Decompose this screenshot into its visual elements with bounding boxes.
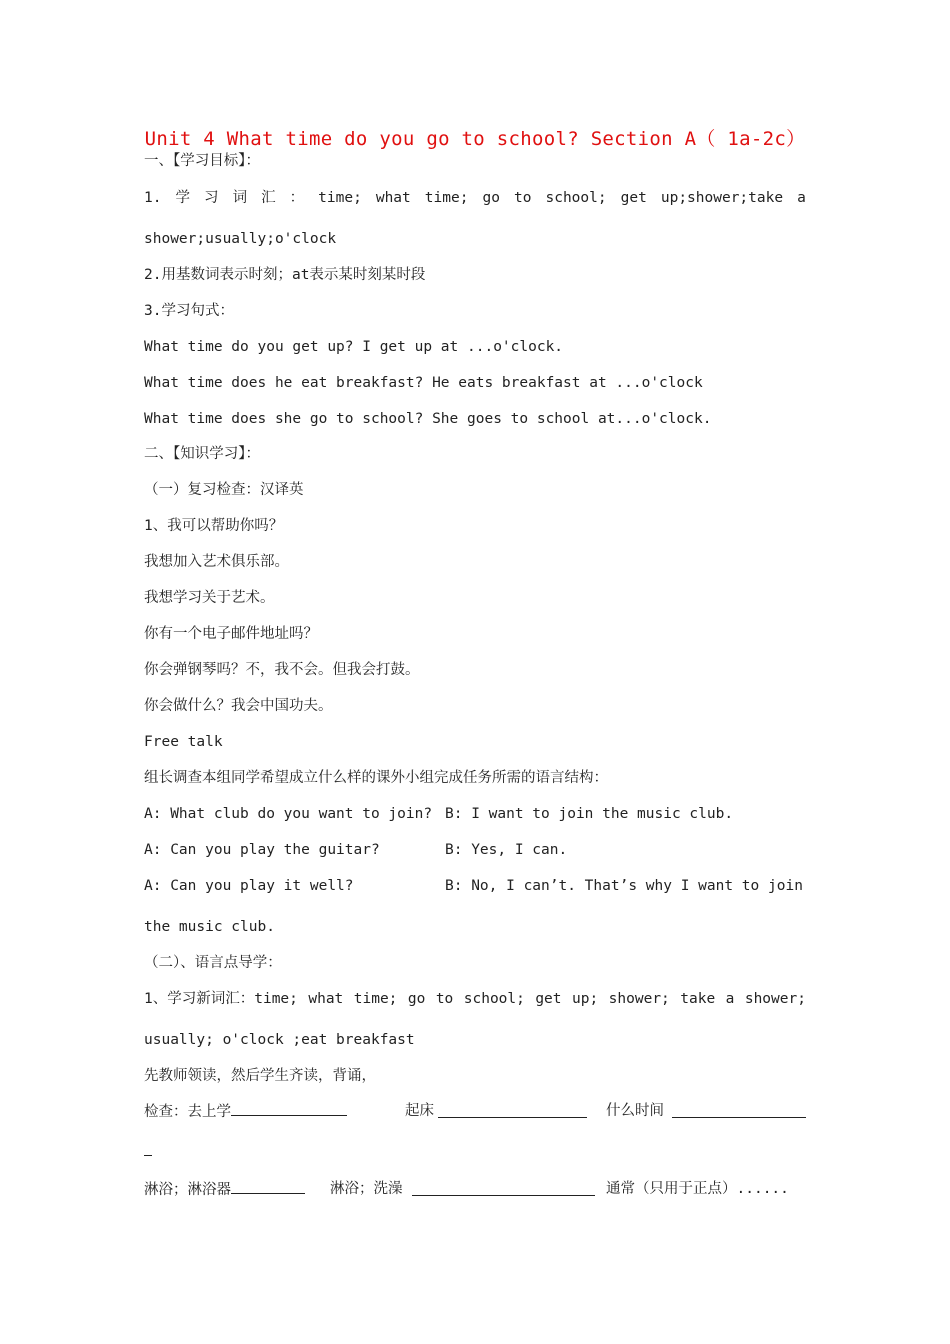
word-token: shower; [744,991,806,1007]
word-token: time; [318,190,362,206]
review-item: 1、我可以帮助你吗？ [144,518,284,534]
dialog-question: A: Can you play it well? [144,878,354,894]
sentence-pattern: What time does he eat breakfast? He eats breakfast at ...o'clock [144,375,703,391]
check-row-continuation [144,1141,806,1162]
review-heading: （一）复习检查：汉译英 [144,482,304,498]
word-token: a [725,991,735,1007]
fill-blank[interactable] [231,1179,305,1194]
word-token: get [620,190,647,206]
word-token: school; [463,991,525,1007]
word-token: a [797,190,806,206]
free-talk-label: Free talk [144,734,223,750]
check-label: 淋浴；淋浴器 [144,1182,231,1198]
objective-item-2: 2.用基数词表示时刻；at表示某时刻某时段 [144,267,426,283]
word-token: to [435,991,454,1007]
dialog-row [144,876,806,896]
review-item: 我想加入艺术俱乐部。 [144,554,289,570]
word-token: up; [572,991,599,1007]
word-token: 词 [232,190,248,206]
word-token: what [375,190,411,206]
review-item: 我想学习关于艺术。 [144,590,275,606]
dialog-row [144,840,806,860]
check-row-1 [144,1101,806,1122]
page-title: Unit 4 What time do you go to school? Section A（ 1a-2c） [144,128,806,150]
dialog-answer: B: Yes, I can. [445,842,568,858]
dialog-continuation: the music club. [144,919,275,935]
word-token: 学 [175,190,190,206]
word-token: go [407,991,426,1007]
fill-blank[interactable] [144,1141,152,1156]
objectives-heading: 一、【学习目标】： [144,153,260,169]
reading-instruction: 先教师领读，然后学生齐读，背诵， [144,1068,376,1084]
word-token: ： [289,190,305,206]
objective-item-3: 3.学习句式： [144,303,234,319]
word-token: take [680,991,716,1007]
review-item: 你会弹钢琴吗？不，我不会。但我会打鼓。 [144,662,420,678]
word-token: to [513,190,532,206]
dialog-answer: B: No, I can’t. That’s why I want to join [445,878,803,894]
dialog-answer: B: I want to join the music club. [445,806,734,822]
review-item: 你有一个电子邮件地址吗？ [144,626,318,642]
fill-blank[interactable] [672,1103,806,1118]
word-token: 1. [144,190,162,206]
word-token: school; [545,190,607,206]
check-label: 淋浴；洗澡 [330,1181,403,1197]
fill-blank[interactable] [412,1181,595,1196]
dialog-question: A: What club do you want to join? [144,806,433,822]
check-row-2 [144,1179,806,1200]
check-label: 检查：去上学 [144,1104,231,1120]
check-label: 通常（只用于正点）...... [606,1181,789,1197]
word-token: time; [424,190,469,206]
word-token: 习 [204,190,219,206]
word-token: shower; [608,991,670,1007]
vocab-line-1 [144,188,806,208]
check-label: 起床 [405,1103,434,1119]
word-token: get [535,991,562,1007]
dialog-row [144,804,806,824]
new-vocab-line-1 [144,989,806,1009]
vocab-line-2: shower;usually;o'clock [144,231,337,247]
word-token: up;shower;take [660,190,784,206]
word-token: time; [353,991,398,1007]
knowledge-heading: 二、【知识学习】： [144,446,260,462]
word-token: go [482,190,500,206]
word-token: 汇 [261,190,276,206]
check-label: 什么时间 [606,1103,664,1119]
fill-blank[interactable] [231,1101,347,1116]
word-token: what [308,991,344,1007]
survey-instruction: 组长调查本组同学希望成立什么样的课外小组完成任务所需的语言结构： [144,770,608,786]
sentence-pattern: What time does she go to school? She goes to school at...o'clock. [144,411,712,427]
language-points-heading: （二）、语言点导学： [144,955,282,971]
word-token: 1、学习新词汇：time; [144,991,298,1007]
fill-blank[interactable] [438,1103,587,1118]
review-item: 你会做什么？我会中国功夫。 [144,698,333,714]
dialog-question: A: Can you play the guitar? [144,842,380,858]
new-vocab-line-2: usually; o'clock ;eat breakfast [144,1032,415,1048]
sentence-pattern: What time do you get up? I get up at ...o'clock. [144,339,564,355]
